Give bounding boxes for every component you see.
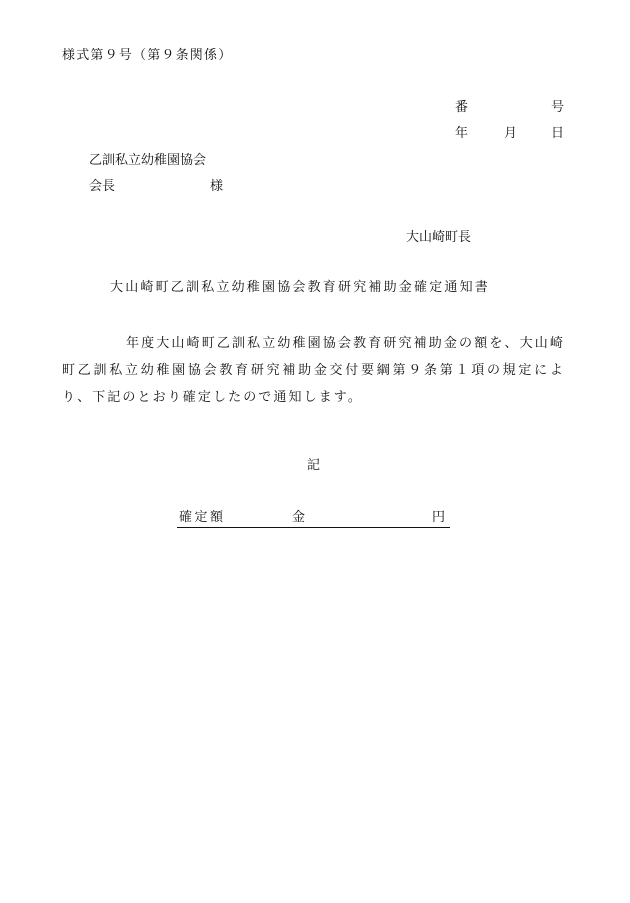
confirmed-amount-line: [177, 511, 450, 528]
number-suffix: 号: [551, 100, 565, 115]
amount-yen: 円: [432, 510, 446, 525]
body-paragraph: 年度大山崎町乙訓私立幼稚園協会教育研究補助金の額を、大山崎町乙訓私立幼稚園協会教育研究補助金交付要綱第９条第１項の規定により、下記のとおり確定したので通知します。: [62, 336, 565, 405]
document-title: 大山崎町乙訓私立幼稚園協会教育研究補助金確定通知書: [110, 280, 491, 295]
addressee-honorific: 様: [210, 179, 224, 194]
ki-heading: 記: [307, 458, 321, 473]
year-label: 年: [455, 126, 469, 141]
day-label: 日: [551, 126, 565, 141]
amount-label: 確定額: [179, 510, 226, 525]
addressee-title: 会長: [89, 179, 116, 194]
number-label: 番: [455, 100, 469, 115]
amount-kin: 金: [292, 510, 306, 525]
form-number: 様式第９号（第９条関係）: [62, 48, 233, 63]
month-label: 月: [504, 126, 518, 141]
issuer-name: 大山崎町長: [406, 230, 472, 245]
addressee-organization: 乙訓私立幼稚園協会: [89, 153, 207, 168]
